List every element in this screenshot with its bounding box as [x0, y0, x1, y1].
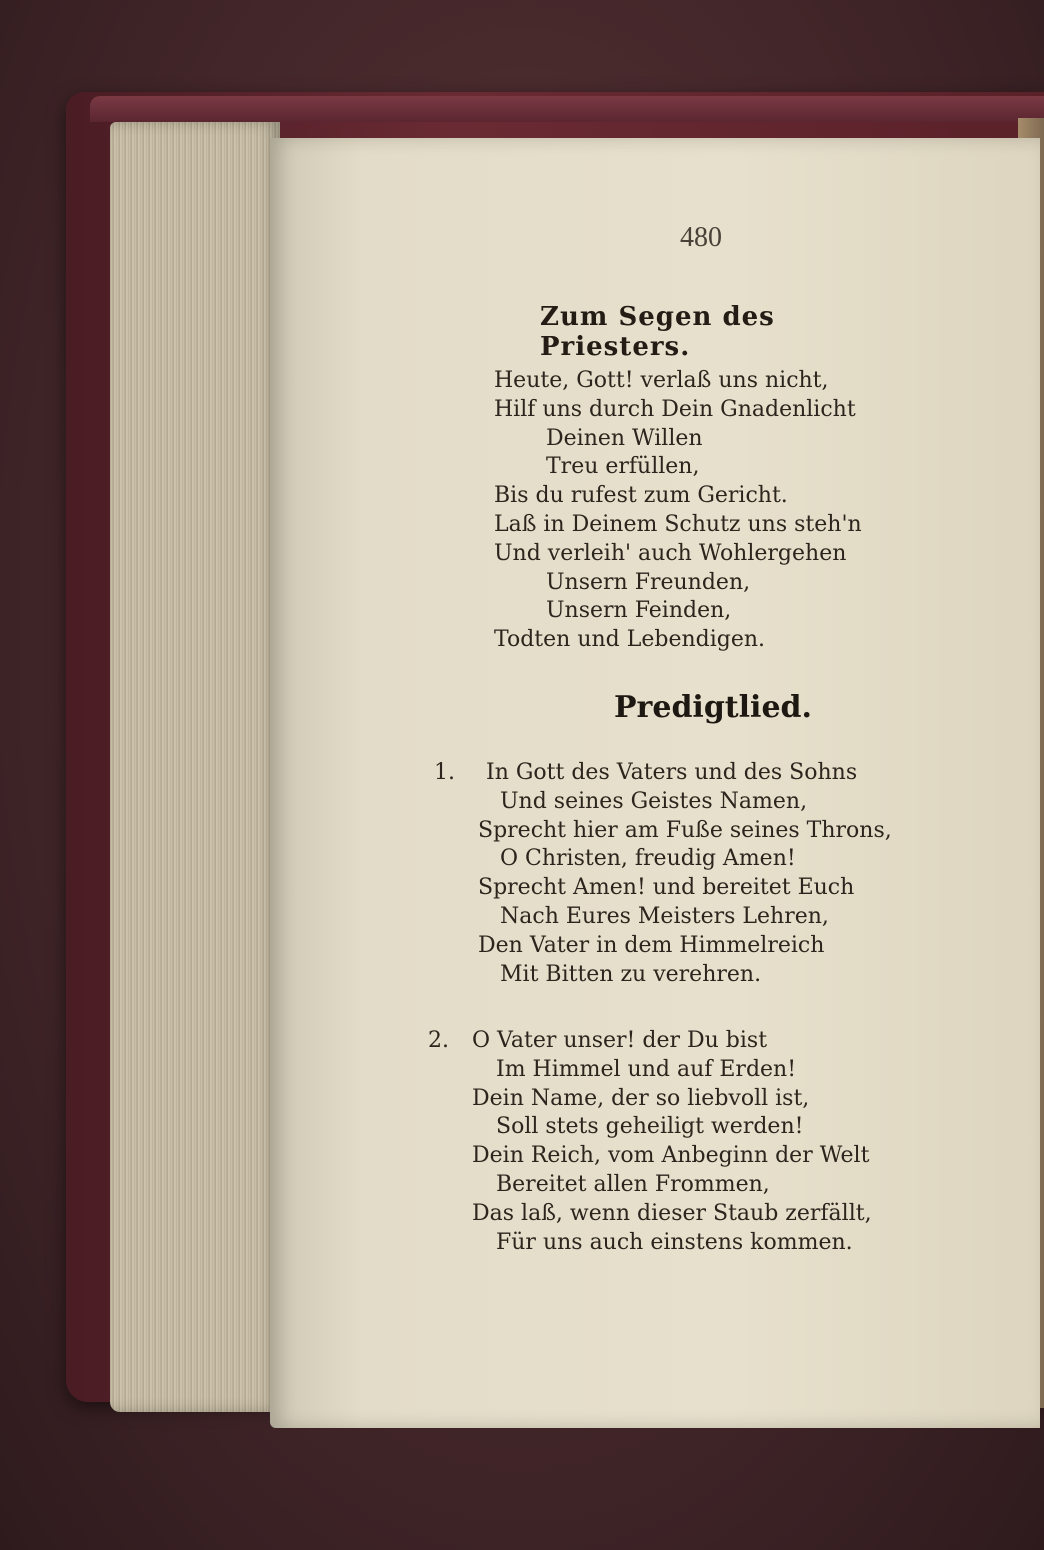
- verse-line: Sprecht Amen! und bereitet Euch: [478, 875, 855, 901]
- verse-line: O Christen, freudig Amen!: [500, 846, 796, 872]
- verse-line: Den Vater in dem Himmelreich: [478, 932, 825, 958]
- verse-line: Nach Eures Meisters Lehren,: [500, 903, 829, 929]
- verse-line: Für uns auch einstens kommen.: [496, 1229, 853, 1255]
- verse-line: Treu erfüllen,: [546, 454, 700, 480]
- verse-line: Dein Name, der so liebvoll ist,: [472, 1085, 810, 1111]
- page-edges: [110, 122, 280, 1412]
- verse-line: Das laß, wenn dieser Staub zerfällt,: [472, 1200, 872, 1226]
- verse-line: Im Himmel und auf Erden!: [496, 1056, 797, 1082]
- verse-line: Hilf uns durch Dein Gnadenlicht: [494, 396, 856, 422]
- verse-line: Bereitet allen Frommen,: [496, 1171, 770, 1197]
- verse-line: In Gott des Vaters und des Sohns: [486, 760, 858, 785]
- verse-line: Mit Bitten zu verehren.: [500, 961, 762, 987]
- verse-line: Soll stets geheiligt werden!: [496, 1114, 804, 1140]
- stanza-1: [478, 758, 892, 988]
- verse-line: Laß in Deinem Schutz uns steh'n: [494, 511, 862, 537]
- verse-line: Sprecht hier am Fuße seines Throns,: [478, 817, 892, 843]
- prayer-verse: [494, 366, 862, 654]
- page-number: 480: [680, 222, 722, 253]
- verse-line: O Vater unser! der Du bist: [472, 1028, 768, 1053]
- stanza-2: [472, 1026, 872, 1256]
- verse-line: Und seines Geistes Namen,: [500, 788, 808, 814]
- verse-line: Unsern Feinden,: [546, 598, 732, 624]
- verse-line: Und verleih' auch Wohlergehen: [494, 540, 847, 566]
- verse-line: Heute, Gott! verlaß uns nicht,: [494, 368, 829, 393]
- verse-line: Todten und Lebendigen.: [494, 627, 766, 653]
- verse-line: Dein Reich, vom Anbeginn der Welt: [472, 1143, 870, 1169]
- verse-line: Unsern Freunden,: [546, 569, 751, 595]
- section-title-zum-segen: Zum Segen des Priesters.: [540, 302, 775, 362]
- stanza-number: 2.: [428, 1028, 449, 1053]
- verse-line: Bis du rufest zum Gericht.: [494, 483, 788, 509]
- stanza-number: 1.: [434, 760, 455, 785]
- book-cover-top-edge: [90, 96, 1044, 122]
- verse-line: Deinen Willen: [546, 425, 703, 451]
- section-title-predigtlied: Predigtlied.: [614, 690, 812, 725]
